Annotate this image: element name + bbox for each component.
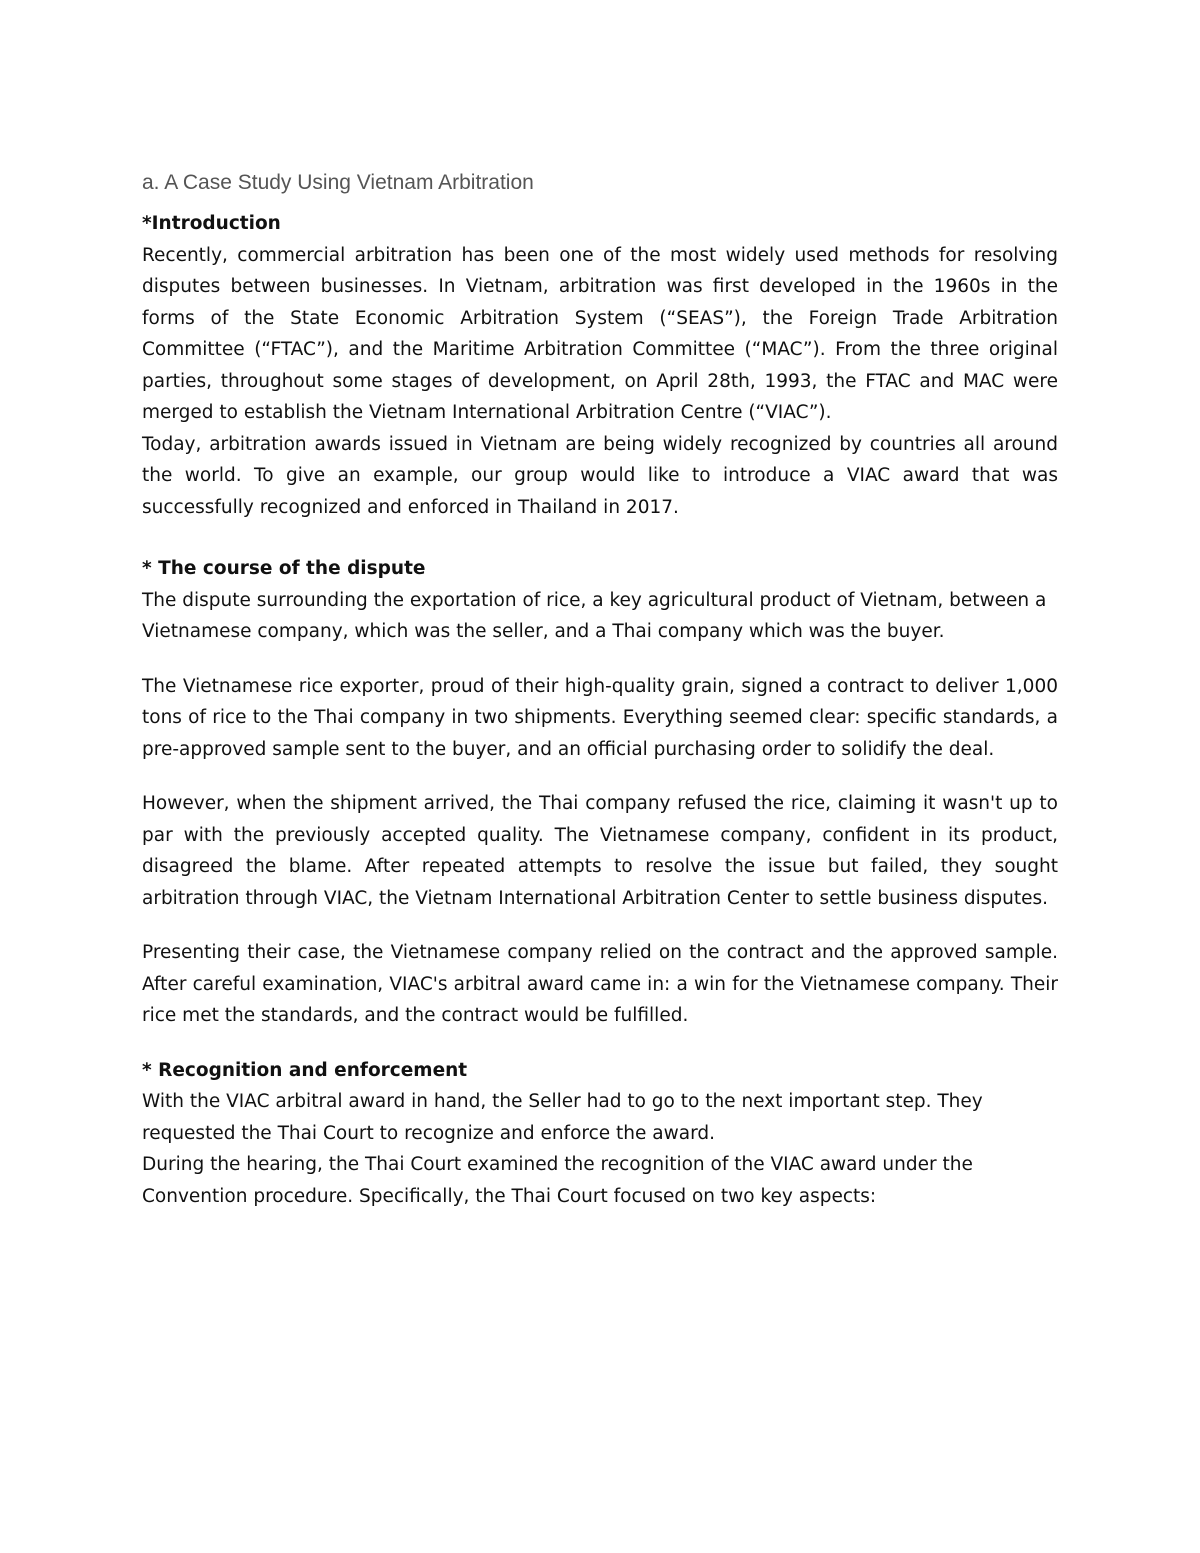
document-page — [142, 168, 1058, 1212]
section-recognition — [142, 1055, 1058, 1213]
dispute-paragraph-2: The Vietnamese rice exporter, proud of their high-quality grain, signed a contract to deliver 1,000 tons of rice to the Thai company in two shipments. Everything seemed clear: specific standards, a pre-approved sample sent to the buyer, and an official purchasing order to solidify the deal. — [142, 675, 1058, 760]
introduction-paragraph-1: Recently, commercial arbitration has been one of the most widely used methods for resolving disputes between businesses. In Vietnam, arbitration was first developed in the 1960s in the forms of the State Economic Arbitration System (“SEAS”), the Foreign Trade Arbitration Committee (“FTAC”), and the Maritime Arbitration Committee (“MAC”). From the three original parties, throughout some stages of development, on April 28th, 1993, the FTAC and MAC were merged to establish the Vietnam International Arbitration Centre (“VIAC”). — [142, 244, 1058, 423]
recognition-paragraph-1: With the VIAC arbitral award in hand, the Seller had to go to the next important step. They requested the Thai Court to recognize and enforce the award. — [142, 1091, 983, 1144]
dispute-heading: * The course of the dispute — [142, 558, 426, 579]
spacer — [142, 914, 1058, 937]
introduction-paragraph-2: Today, arbitration awards issued in Vietnam are being widely recognized by countries all around the world. To give an example, our group would like to introduce a VIAC award that was successfully recognized and enforced in Thailand in 2017. — [142, 433, 1058, 518]
spacer — [142, 523, 1058, 553]
section-dispute — [142, 553, 1058, 1032]
section-introduction — [142, 208, 1058, 523]
spacer — [142, 1032, 1058, 1055]
dispute-paragraph-4: Presenting their case, the Vietnamese company relied on the contract and the approved sample. After careful examination, VIAC's arbitral award came in: a win for the Vietnamese company. Their rice met the standards, and the contract would be fulfilled. — [142, 942, 1058, 1026]
document-title: a. A Case Study Using Vietnam Arbitration — [142, 171, 534, 194]
spacer — [142, 765, 1058, 788]
introduction-heading: *Introduction — [142, 213, 281, 234]
dispute-paragraph-3: However, when the shipment arrived, the Thai company refused the rice, claiming it wasn't up to par with the previously accepted quality. The Vietnamese company, confident in its product, disagreed the blame. After repeated attempts to resolve the issue but failed, they sought arbitration through VIAC, the Vietnam International Arbitration Center to settle business disputes. — [142, 793, 1058, 909]
spacer — [142, 648, 1058, 671]
recognition-paragraph-2: During the hearing, the Thai Court examined the recognition of the VIAC award under the Convention procedure. Specifically, the Thai Court focused on two key aspects: — [142, 1154, 973, 1207]
dispute-paragraph-1: The dispute surrounding the exportation of rice, a key agricultural product of Vietnam, between a Vietnamese company, which was the seller, and a Thai company which was the buyer. — [142, 589, 1047, 642]
recognition-heading: * Recognition and enforcement — [142, 1059, 468, 1081]
